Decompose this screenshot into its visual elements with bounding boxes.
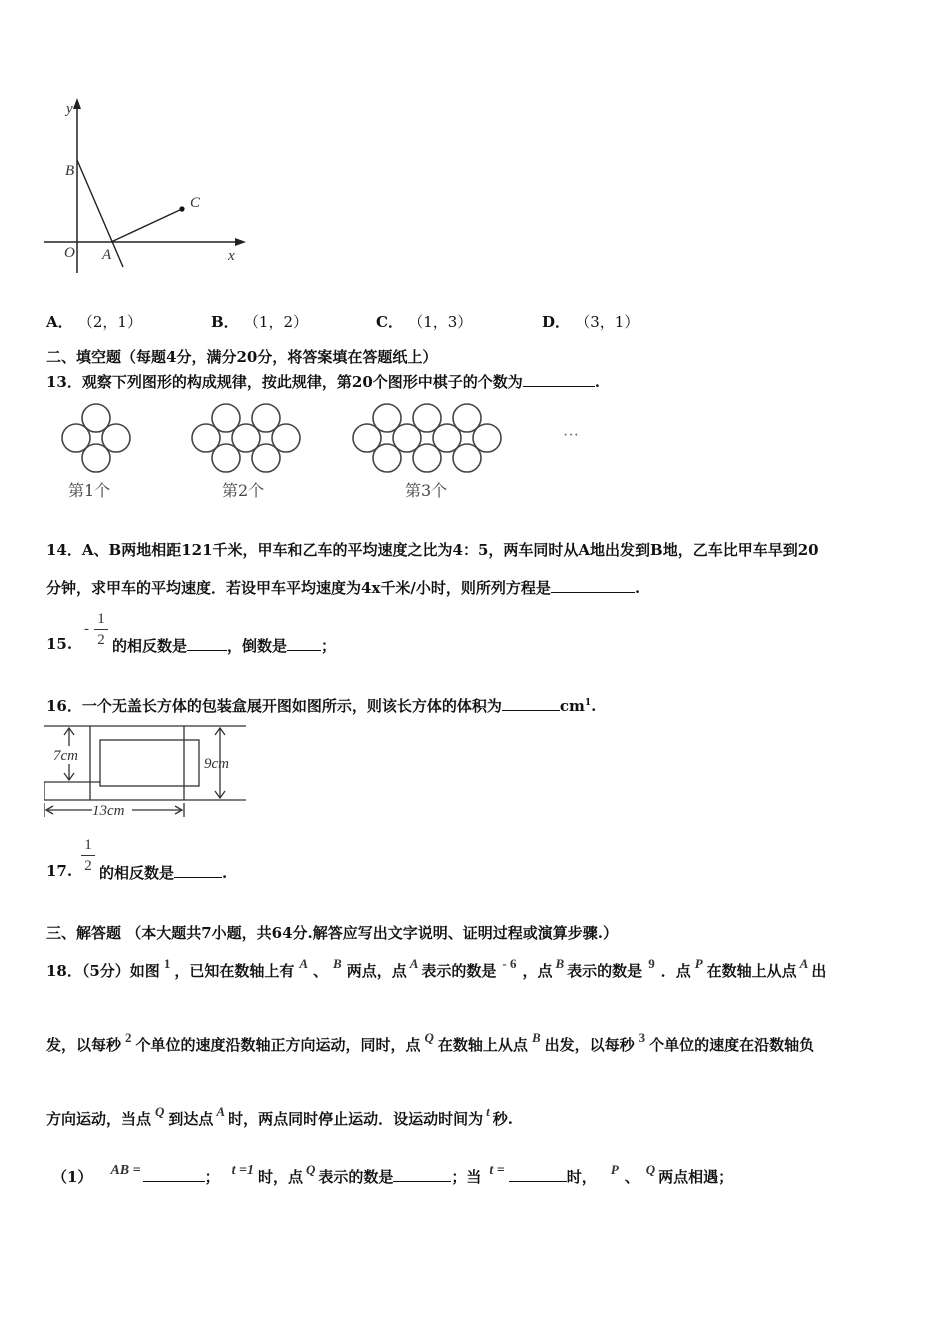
q14-answer-blank[interactable] bbox=[551, 578, 635, 593]
var-t: t bbox=[486, 1104, 490, 1119]
q18-text: 在数轴上从点 bbox=[437, 1036, 528, 1054]
fraction-denominator: 2 bbox=[97, 632, 105, 648]
q15-end: ； bbox=[321, 637, 337, 655]
option-letter: C． bbox=[376, 313, 403, 331]
q16-answer-blank[interactable] bbox=[502, 696, 560, 711]
q17-num: 17. bbox=[46, 862, 73, 880]
q18-text: ，已知在数轴上有 bbox=[174, 962, 295, 980]
var-q: Q bbox=[645, 1162, 656, 1177]
q18-text: 方向运动，当点 bbox=[46, 1110, 152, 1128]
q15-blank-1[interactable] bbox=[187, 636, 227, 651]
q17-fraction bbox=[81, 836, 95, 875]
q18-text: ；当 bbox=[451, 1168, 482, 1186]
q18-text: 时，点 bbox=[257, 1168, 303, 1186]
q18-text: ．点 bbox=[660, 962, 691, 980]
q18-blank-t-meet[interactable] bbox=[509, 1167, 567, 1182]
value-9: 9 bbox=[648, 956, 655, 971]
var-a: A bbox=[409, 956, 419, 971]
c-label: C bbox=[190, 195, 201, 211]
q16-unit-sup: 1 bbox=[584, 698, 592, 708]
section2-heading: 二、填空题（每题4分，满分20分，将答案填在答题纸上） bbox=[46, 348, 438, 366]
q14-stem: 分钟，求甲车的平均速度．若设甲车平均速度为4x千米/小时，则所列方程是 bbox=[46, 579, 551, 597]
q17-answer-blank[interactable] bbox=[174, 863, 222, 878]
dim-13cm: 13cm bbox=[92, 803, 125, 819]
q14-line2 bbox=[46, 577, 640, 598]
q18-text: 时， bbox=[566, 1168, 597, 1186]
q18-text: 个单位的速度沿数轴正方向运动，同时，点 bbox=[135, 1036, 421, 1054]
q18-text: 秒. bbox=[492, 1110, 513, 1128]
q16-stem: 16．一个无盖长方体的包装盒展开图如图所示，则该长方体的体积为 bbox=[46, 697, 502, 715]
q18-line4 bbox=[52, 1162, 734, 1187]
q15-text bbox=[112, 635, 336, 656]
fraction-bar bbox=[81, 855, 95, 856]
figure-3-label: 第3个 bbox=[405, 481, 448, 500]
q15-num: 15. bbox=[46, 635, 73, 653]
box-net-figure bbox=[44, 722, 250, 820]
dim-7cm: 7cm bbox=[53, 748, 78, 764]
q18-text: 在数轴上从点 bbox=[706, 962, 797, 980]
q18-text: 到达点 bbox=[168, 1110, 214, 1128]
fraction-bar bbox=[94, 629, 108, 630]
fraction-numerator: 1 bbox=[97, 611, 105, 627]
expr-ab: AB = bbox=[110, 1163, 141, 1178]
section3-heading: 三、解答题 （本大题共7小题，共64分.解答应写出文字说明、证明过程或演算步骤.） bbox=[46, 924, 618, 942]
option-b[interactable] bbox=[211, 311, 308, 332]
q18-line1 bbox=[46, 956, 827, 981]
q18-text: 两点相遇； bbox=[658, 1168, 734, 1186]
y-label: y bbox=[66, 101, 73, 117]
option-letter: B． bbox=[211, 313, 239, 331]
q14-line1: 14．A、B两地相距121千米，甲车和乙车的平均速度之比为4：5，两车同时从A地出发到B地，乙车比甲车早到20 bbox=[46, 541, 819, 559]
var-q: Q bbox=[424, 1030, 434, 1045]
expr-t1: t =1 bbox=[231, 1163, 254, 1178]
q17-text bbox=[99, 862, 227, 883]
a-label: A bbox=[102, 247, 112, 263]
q15-fraction bbox=[94, 610, 108, 649]
q18-text: 表示的数是 bbox=[318, 1168, 394, 1186]
figure-2-label: 第2个 bbox=[222, 481, 265, 500]
q13-end: . bbox=[594, 373, 600, 391]
value-neg6: - 6 bbox=[502, 956, 517, 971]
coordinate-figure bbox=[40, 95, 255, 280]
q15-stem2: ，倒数是 bbox=[227, 637, 288, 655]
q17-stem: 的相反数是 bbox=[99, 864, 175, 882]
q18-line3 bbox=[46, 1104, 513, 1129]
option-a[interactable] bbox=[46, 311, 142, 332]
q17-end: . bbox=[222, 864, 228, 882]
q13-text bbox=[46, 371, 600, 392]
option-value: （3，1） bbox=[575, 313, 640, 331]
option-letter: A． bbox=[46, 313, 73, 331]
q18-part-label: （1） bbox=[52, 1168, 93, 1186]
dim-9cm: 9cm bbox=[204, 756, 229, 772]
var-p: P bbox=[610, 1162, 619, 1177]
value-2: 2 bbox=[125, 1030, 132, 1045]
q18-text: ，点 bbox=[522, 962, 553, 980]
q18-text: 表示的数是 bbox=[567, 962, 643, 980]
option-letter: D． bbox=[542, 313, 571, 331]
o-label: O bbox=[64, 245, 75, 261]
q18-text: ； bbox=[204, 1168, 220, 1186]
q13-answer-blank[interactable] bbox=[523, 372, 595, 387]
point-c bbox=[179, 206, 184, 211]
q18-text: 18．（5分）如图 bbox=[46, 962, 160, 980]
q13-stem: 13．观察下列图形的构成规律，按此规律，第20个图形中棋子的个数为 bbox=[46, 373, 523, 391]
q18-text: 表示的数是 bbox=[421, 962, 497, 980]
q18-text: 、 bbox=[313, 962, 329, 980]
fraction-denominator: 2 bbox=[84, 858, 92, 874]
var-b: B bbox=[555, 956, 565, 971]
q14-end: . bbox=[634, 579, 641, 597]
q18-fig-ref: 1 bbox=[163, 956, 171, 971]
q15-blank-2[interactable] bbox=[287, 636, 321, 651]
option-d[interactable] bbox=[542, 311, 639, 332]
q18-text: 发，以每秒 bbox=[46, 1036, 122, 1054]
q16-end: . bbox=[591, 697, 597, 715]
var-b: B bbox=[333, 956, 342, 971]
option-value: （1，2） bbox=[243, 313, 309, 331]
var-a: A bbox=[216, 1104, 226, 1119]
figure-1-circles bbox=[62, 404, 130, 472]
figure-2-circles bbox=[192, 404, 300, 472]
q18-blank-q-value[interactable] bbox=[393, 1167, 451, 1182]
q13-figure bbox=[55, 398, 600, 506]
var-b: B bbox=[531, 1030, 541, 1045]
q18-text: 时，两点同时停止运动．设运动时间为 bbox=[228, 1110, 484, 1128]
q18-text: 出发，以每秒 bbox=[544, 1036, 635, 1054]
option-value: （2，1） bbox=[77, 313, 142, 331]
figure-1-label: 第1个 bbox=[68, 481, 111, 500]
q18-text: 、 bbox=[624, 1168, 640, 1186]
var-a: A bbox=[299, 956, 308, 971]
var-q: Q bbox=[306, 1162, 316, 1177]
q18-blank-ab[interactable] bbox=[143, 1167, 205, 1182]
var-p: P bbox=[694, 956, 703, 971]
q13-ellipsis: ··· bbox=[563, 427, 579, 444]
b-label: B bbox=[65, 163, 75, 179]
q15-minus: - bbox=[84, 621, 89, 637]
expr-teq: t = bbox=[489, 1163, 505, 1178]
value-3: 3 bbox=[638, 1030, 646, 1045]
q18-text: 个单位的速度在沿数轴负 bbox=[649, 1036, 815, 1054]
var-q: Q bbox=[155, 1104, 165, 1119]
option-value: （1，3） bbox=[408, 313, 473, 331]
q15-stem1: 的相反数是 bbox=[112, 637, 188, 655]
fraction-numerator: 1 bbox=[84, 837, 92, 853]
q16-unit: cm bbox=[559, 697, 585, 715]
option-c[interactable] bbox=[376, 311, 472, 332]
q18-line2 bbox=[46, 1030, 815, 1055]
var-a: A bbox=[799, 956, 809, 971]
q18-text: 两点，点 bbox=[346, 962, 407, 980]
x-label: x bbox=[228, 248, 235, 264]
q16-text bbox=[46, 695, 596, 716]
figure-3-circles bbox=[353, 404, 501, 472]
q18-text: 出 bbox=[811, 962, 827, 980]
